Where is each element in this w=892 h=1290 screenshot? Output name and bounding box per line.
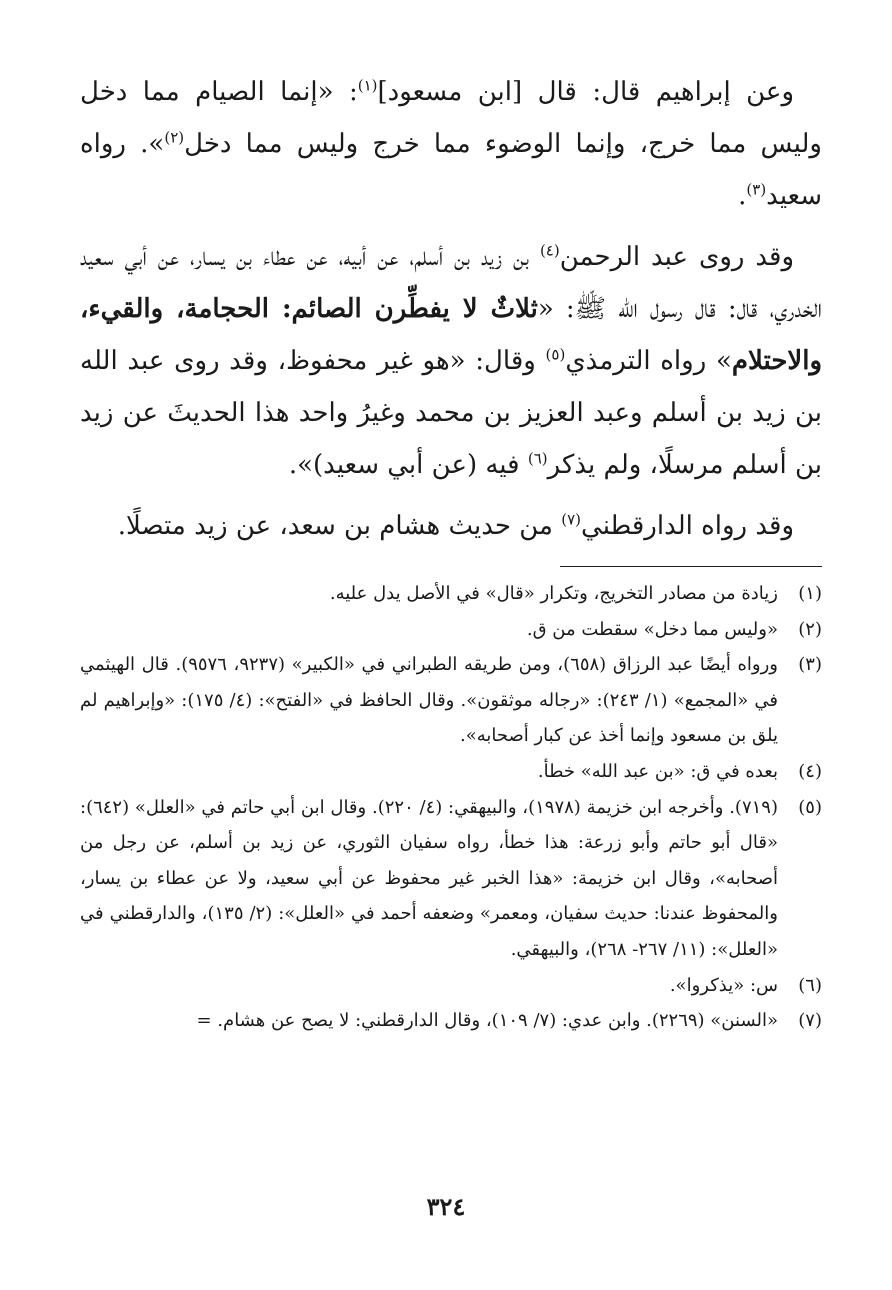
- page-number: ٣٢٤: [426, 1192, 466, 1221]
- footnote-1: [80, 576, 822, 612]
- footnote-ref-3: (٣): [746, 180, 767, 199]
- paragraph-3: [80, 500, 822, 552]
- footnote-text: زيادة من مصادر التخريج، وتكرار «قال» في الأصل يدل عليه.: [329, 583, 778, 604]
- footnote-number: (٦): [798, 974, 822, 996]
- footnote-ref-5: (٥): [545, 345, 566, 364]
- footnote-ref-7: (٧): [561, 510, 582, 529]
- footnote-number: (٧): [798, 1010, 822, 1032]
- footnote-text: ورواه أيضًا عبد الرزاق (٦٥٨)، ومن طريقه الطبراني في «الكبير» (٩٢٣٧، ٩٥٧٦). قال الهيثمي في «المجمع» (١/ ٢٤٣): «رجاله موثقون». وقال الحافظ في «الفتح»: (٤/ ١٧٥): «وإبراهيم لم يلق بن مسعود وإنما أخذ عن كبار أصحابه».: [80, 654, 779, 747]
- footnote-2: [80, 612, 822, 648]
- text-run: من حديث هشام بن سعد، عن زيد متصلًا.: [117, 511, 562, 541]
- footnote-text: بعده في ق: «بن عبد الله» خطأ.: [537, 760, 778, 782]
- footnote-text: «وليس مما دخل» سقطت من ق.: [526, 618, 778, 640]
- footnote-7: [80, 1003, 822, 1039]
- text-run: وعن إبراهيم قال: قال [ابن مسعود]: [377, 77, 794, 107]
- text-run: ». رواه سعيد: [80, 129, 822, 211]
- footnotes: [80, 576, 822, 1039]
- main-text: [80, 66, 822, 561]
- footnote-text: (٧١٩). وأخرجه ابن خزيمة (١٩٧٨)، والبيهقي: (٤/ ٢٢٠). وقال ابن أبي حاتم في «العلل» (٦٤٢): «قال أبو حاتم وأبو زرعة: هذا خطأ، رواه سفيان الثوري، عن زيد بن أسلم، عن رجل من أصحابه»، وقال ابن خزيمة: «هذا الخبر غير محفوظ عن أبي سعيد، ولا عن عطاء بن يسار، والمحفوظ عندنا: حديث سفيان، ومعمر» وضعفه أحمد في «العلل»: (٢/ ١٣٥)، والدارقطني في «العلل»: (١١/ ٢٦٧- ٢٦٨)، والبيهقي.: [80, 796, 778, 960]
- footnote-ref-1: (١): [357, 76, 378, 95]
- text-run: وقد روى عبد الرحمن: [559, 242, 795, 272]
- footnote-number: (١): [798, 583, 822, 604]
- footnote-ref-4: (٤): [539, 241, 560, 260]
- footnote-3: [80, 647, 822, 754]
- text-run: فيه (عن أبي سعيد)».: [288, 450, 528, 480]
- footnote-text: «السنن» (٢٢٦٩). وابن عدي: (٧/ ١٠٩)، وقال الدارقطني: لا يصح عن هشام. =: [196, 1010, 778, 1032]
- footnote-6: [80, 968, 822, 1004]
- footnote-number: (٢): [798, 618, 822, 640]
- paragraph-1: [80, 66, 822, 222]
- text-run: وقد رواه الدارقطني: [581, 511, 794, 541]
- footnote-ref-6: (٦): [527, 449, 548, 468]
- text-run: .: [738, 181, 747, 211]
- text-run: : «إنما الصيام مما دخل وليس مما خرج، وإنما الوضوء مما خرج وليس مما دخل: [80, 77, 822, 159]
- paragraph-2: [80, 231, 822, 491]
- text-run: بن زيد بن أسلم، عن أبيه، عن عطاء بن يسار، عن أبي سعيد الخدري، قال: قال رسول الله ﷺ: «: [80, 242, 822, 324]
- footnote-number: (٣): [798, 654, 822, 676]
- footnote-ref-2: (٢): [164, 128, 185, 147]
- footnote-5: [80, 790, 822, 968]
- hadith-text: ثلاثٌ لا يفطِّرن الصائم: الحجامة، والقيء، والاحتلام: [80, 294, 822, 376]
- footnote-text: س: «يذكروا».: [669, 974, 778, 996]
- footnote-number: (٥): [798, 796, 822, 818]
- text-run: وقال: «هو غير محفوظ، وقد روى عبد الله بن زيد بن أسلم وعبد العزيز بن محمد وغيرُ واحد هذا الحديثَ عن زيد بن أسلم مرسلًا، ولم يذكر: [80, 346, 822, 480]
- footnote-4: [80, 754, 822, 790]
- footnote-divider: [560, 566, 822, 567]
- footnote-number: (٤): [798, 760, 822, 782]
- text-run: » رواه الترمذي: [565, 346, 732, 376]
